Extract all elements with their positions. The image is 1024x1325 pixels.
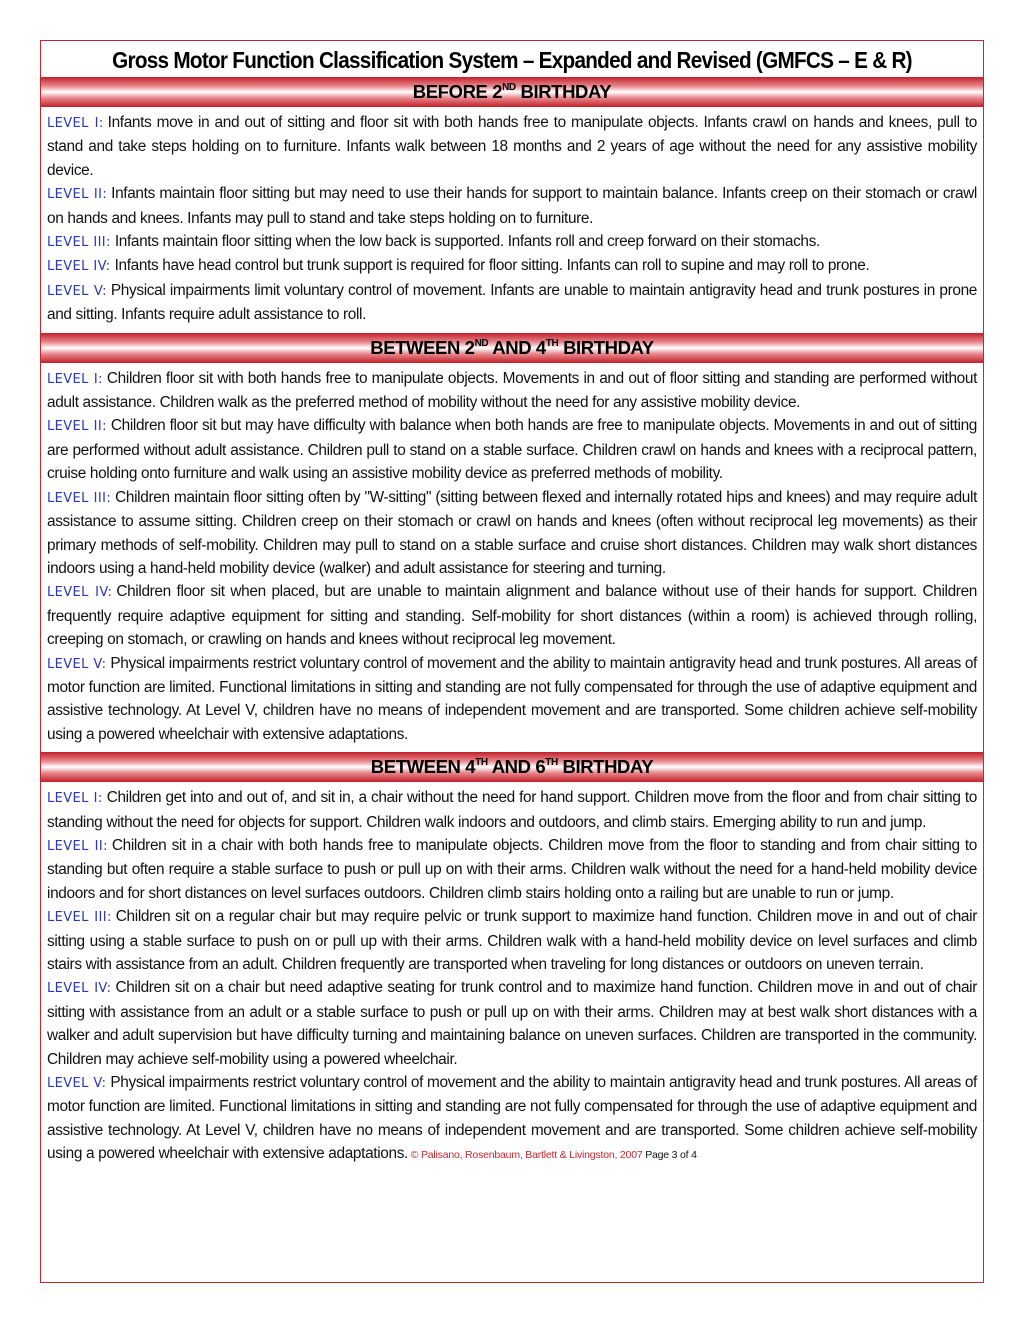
level-label: LEVEL IV: [47,585,113,601]
level-label: LEVEL I: [47,791,103,807]
level-5-description: LEVEL V: Physical impairments restrict voluntary control of movement and the ability to maintain antigravity head and trunk postures. All areas of motor function are limited. Functional limitations in sitting and standing are not fully compensated for through the use of adaptive equipment and assistive technology. At Level V, children have no means of independent movement and are transported. Some children achieve self-mobility using a powered wheelchair with extensive adaptations. © Palisano, Rosenbaum, Bartlett & Livingston, 2007 Page 3 of 4 [47,1074,977,1163]
level-4-description: LEVEL IV: Infants have head control but trunk support is required for floor sitting. Infants can roll to supine and may roll to prone. [47,257,870,275]
level-label: LEVEL I: [47,371,103,387]
level-label: LEVEL V: [47,283,107,299]
level-label: LEVEL III: [47,910,112,926]
level-label: LEVEL II: [47,187,108,203]
level-label: LEVEL V: [47,1076,107,1092]
level-label: LEVEL IV: [47,259,111,275]
page-number: Page 3 of 4 [645,1149,697,1162]
level-label: LEVEL II: [47,419,107,435]
section-heading: BETWEEN 2ND AND 4TH BIRTHDAY [41,333,983,363]
level-label: LEVEL III: [47,235,111,251]
level-1-description: LEVEL I: Children get into and out of, and sit in, a chair without the need for hand support. Children move from the floor and from chair sitting to standing without the need for objects for support. Children walk indoors and outdoors, and climb stairs. Emerging ability to run and jump. [47,789,977,831]
level-2-description: LEVEL II: Children floor sit but may have difficulty with balance when both hands are free to manipulate objects. Movements in and out of sitting are performed without adult assistance. Children pull to stand on a stable surface. Children crawl on hands and knees with a reciprocal pattern, cruise holding onto furniture and walk using an assistive mobility device as preferred methods of mobility. [47,417,977,483]
level-label: LEVEL II: [47,838,108,854]
level-label: LEVEL V: [47,656,107,672]
level-4-description: LEVEL IV: Children sit on a chair but need adaptive seating for trunk control and to maximize hand function. Children move in and out of chair sitting with assistance from an adult or a stable surface to push or pull up on with their arms. Children may at best walk short distances with a walker and adult supervision but have difficulty turning and maintaining balance on uneven surfaces. Children are transported in the community. Children may achieve self-mobility using a powered wheelchair. [47,979,977,1068]
section-4th-to-6th-birthday [41,752,983,1174]
level-label: LEVEL I: [47,116,104,131]
section-heading: BEFORE 2ND BIRTHDAY [41,77,983,107]
document-page [40,40,984,1283]
section-body [41,107,983,333]
copyright-notice: © Palisano, Rosenbaum, Bartlett & Livingston, 2007 [410,1149,643,1162]
level-2-description: LEVEL II: Children sit in a chair with both hands free to manipulate objects. Children move from the floor to standing and from chair sitting to standing but often require a stable surface to push or pull up on with their arms. Children walk without the need for a hand-held mobility device indoors and for short distances on level surfaces outdoors. Children climb stairs holding onto a railing but are unable to run or jump. [47,836,977,902]
level-4-description: LEVEL IV: Children floor sit when placed, but are unable to maintain alignment and balance without use of their hands for support. Children frequently require adaptive equipment for sitting and standing. Self-mobility for short distances (within a room) is achieved through rolling, creeping on stomach, or crawling on hands and knees without reciprocal leg movement. [47,583,977,649]
document-title: Gross Motor Function Classification System – Expanded and Revised (GMFCS – E & R) [112,47,912,73]
level-label: LEVEL IV: [47,981,112,997]
level-3-description: LEVEL III: Children sit on a regular chair but may require pelvic or trunk support to maximize hand function. Children move in and out of chair sitting using a stable surface to push on or pull up with their arms. Children walk with a hand-held mobility device on level surfaces and climb stairs with assistance from an adult. Children frequently are transported when traveling for long distances or outdoors on uneven terrain. [47,908,977,973]
level-2-description: LEVEL II: Infants maintain floor sitting but may need to use their hands for support to maintain balance. Infants creep on their stomach or crawl on hands and knees. Infants may pull to stand and take steps holding on to furniture. [47,185,978,227]
section-before-2nd-birthday [41,77,983,333]
level-3-description: LEVEL III: Children maintain floor sitting often by "W-sitting" (sitting between flexed and internally rotated hips and knees) and may require adult assistance to assume sitting. Children creep on their stomach or crawl on hands and knees (often without reciprocal leg movements) as their primary methods of self-mobility. Children may pull to stand on a stable surface and cruise short distances. Children may walk short distances indoors using a hand-held mobility device (walker) and adult assistance for steering and turning. [47,488,977,577]
level-5-description: LEVEL V: Physical impairments limit voluntary control of movement. Infants are unable to maintain antigravity head and trunk postures in prone and sitting. Infants require adult assistance to roll. [47,281,977,324]
section-2nd-to-4th-birthday [41,333,983,753]
level-label: LEVEL III: [47,490,112,506]
level-3-description: LEVEL III: Infants maintain floor sitting when the low back is supported. Infants roll and creep forward on their stomachs. [47,233,820,251]
level-5-description: LEVEL V: Physical impairments restrict voluntary control of movement and the ability to maintain antigravity head and trunk postures. All areas of motor function are limited. Functional limitations in sitting and standing are not fully compensated for through the use of adaptive equipment and assistive technology. At Level V, children have no means of independent movement and are transported. Some children achieve self-mobility using a powered wheelchair with extensive adaptations. [47,654,977,743]
page-footer [408,1149,697,1161]
level-1-description: LEVEL I: Children floor sit with both hands free to manipulate objects. Movements in and out of floor sitting and standing are performed without adult assistance. Children walk as the preferred method of mobility without the need for any assistive mobility device. [47,369,977,412]
section-body [41,363,983,753]
level-1-description: LEVEL I: Infants move in and out of sitting and floor sit with both hands free to manipulate objects. Infants crawl on hands and knees, pull to stand and take steps holding on to furniture. Infants walk between 18 months and 2 years of age without the need for any assistive mobility device. [47,114,977,179]
section-body [41,782,983,1174]
section-heading: BETWEEN 4TH AND 6TH BIRTHDAY [41,752,983,782]
